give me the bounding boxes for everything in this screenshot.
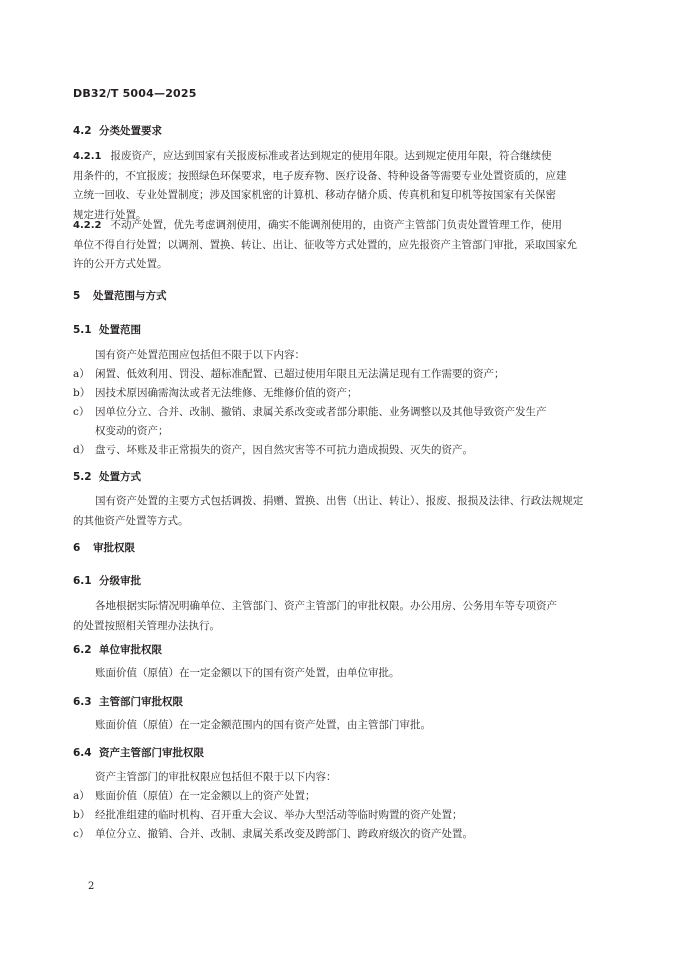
text-line: 用条件的，不宜报废；按照绿色环保要求，电子废弃物、医疗设备、特种设备等需要专业处置资质的，应建 (73, 169, 567, 182)
section-6-1-heading (73, 573, 141, 588)
section-6-2-heading (73, 642, 162, 657)
list-text: 单位分立、撤销、合并、改制、隶属关系改变及跨部门、跨政府级次的资产处置。 (95, 828, 473, 840)
text-line: 规定进行处置。 (73, 208, 147, 221)
section-number: 6.2 (73, 644, 92, 656)
paragraph-6-1 (73, 597, 605, 636)
clause-4-2-2 (73, 216, 605, 275)
text-line: 不动产处置，优先考虑调剂使用，确实不能调剂使用的，由资产主管部门负责处置管理工作，使用 (110, 219, 562, 231)
section-6-3-heading (73, 694, 183, 709)
text-line: 报废资产，应达到国家有关报废标准或者达到规定的使用年限。达到规定使用年限，符合继续使 (110, 150, 552, 162)
list-text-continuation: 权变动的资产； (95, 425, 169, 437)
section-title: 分类处置要求 (99, 125, 162, 137)
text-line: 立统一回收、专业处置制度；涉及国家机密的计算机、移动存储介质、传真机和复印机等按国家有关保密 (73, 189, 556, 201)
clause-number: 4.2.2 (73, 220, 102, 231)
list-item (73, 825, 605, 844)
section-number: 6.3 (73, 696, 92, 708)
list-marker: b） (73, 387, 91, 399)
page-number: 2 (88, 881, 95, 892)
section-number: 6.1 (73, 575, 92, 587)
text-line: 许的公开方式处置。 (73, 258, 168, 270)
list-text: 账面价值（原值）在一定金额以上的资产处置； (95, 790, 316, 802)
text-line: 的其他资产处置等方式。 (73, 514, 189, 527)
section-title: 审批权限 (93, 542, 135, 554)
standard-code: DB32/T 5004—2025 (73, 87, 197, 100)
list-text: 因单位分立、合并、改制、撤销、隶属关系改变或者部分职能、业务调整以及其他导致资产发生产 (95, 406, 547, 418)
section-number: 6.4 (73, 747, 92, 759)
list-item (73, 384, 605, 403)
section-title: 处置范围与方式 (93, 290, 167, 302)
section-title: 处置方式 (99, 471, 141, 483)
list-marker: b） (73, 809, 91, 821)
section-4-2-heading (73, 123, 162, 138)
clause-4-2-1 (73, 147, 605, 225)
section-number: 4.2 (73, 125, 92, 137)
clause-number: 4.2.1 (73, 151, 102, 162)
section-title: 分级审批 (99, 575, 141, 587)
section-5-2-heading (73, 469, 141, 484)
list-marker: a） (73, 790, 90, 802)
paragraph-6-3: 账面价值（原值）在一定金额范围内的国有资产处置，由主管部门审批。 (95, 719, 431, 731)
paragraph-intro: 国有资产处置范围应包括但不限于以下内容： (95, 349, 305, 361)
list-marker: c） (73, 828, 90, 840)
text-line: 国有资产处置的主要方式包括调拨、捐赠、置换、出售（出让、转让）、报废、报损及法律、行政法规规定 (95, 495, 584, 507)
section-6-heading (73, 540, 135, 555)
section-6-4-heading (73, 745, 204, 760)
paragraph-intro: 资产主管部门的审批权限应包括但不限于以下内容： (95, 771, 337, 783)
section-5-heading (73, 288, 167, 303)
list-text: 经批准组建的临时机构、召开重大会议、举办大型活动等临时购置的资产处置； (95, 809, 463, 821)
list-marker: a） (73, 368, 90, 380)
section-number: 5.2 (73, 471, 92, 483)
section-title: 主管部门审批权限 (99, 696, 183, 708)
list-text: 盘亏、坏账及非正常损失的资产，因自然灾害等不可抗力造成损毁、灭失的资产。 (95, 444, 473, 456)
list-text: 因技术原因确需淘汰或者无法维修、无维修价值的资产； (95, 387, 358, 399)
list-marker: c） (73, 406, 90, 418)
section-number: 5.1 (73, 324, 92, 336)
section-title: 处置范围 (99, 324, 141, 336)
paragraph-6-2: 账面价值（原值）在一定金额以下的国有资产处置，由单位审批。 (95, 667, 400, 679)
section-5-1-heading (73, 322, 141, 337)
section-number: 5 (73, 290, 81, 302)
list-text: 闲置、低效利用、罚没、超标准配置、已超过使用年限且无法满足现有工作需要的资产； (95, 368, 505, 380)
section-number: 6 (73, 542, 81, 554)
list-item (73, 441, 605, 460)
text-line: 单位不得自行处置；以调剂、置换、转让、出让、征收等方式处置的，应先报资产主管部门审批，采取国家允 (73, 238, 577, 251)
section-title: 单位审批权限 (99, 644, 162, 656)
list-item (73, 806, 605, 825)
list-item (73, 787, 605, 806)
section-title: 资产主管部门审批权限 (99, 747, 204, 759)
list-item (73, 403, 605, 441)
text-line: 各地根据实际情况明确单位、主管部门、资产主管部门的审批权限。办公用房、公务用车等专项资产 (95, 600, 557, 612)
list-marker: d） (73, 444, 91, 456)
text-line: 的处置按照相关管理办法执行。 (73, 619, 220, 632)
list-item (73, 365, 605, 384)
paragraph-5-2 (73, 492, 605, 531)
